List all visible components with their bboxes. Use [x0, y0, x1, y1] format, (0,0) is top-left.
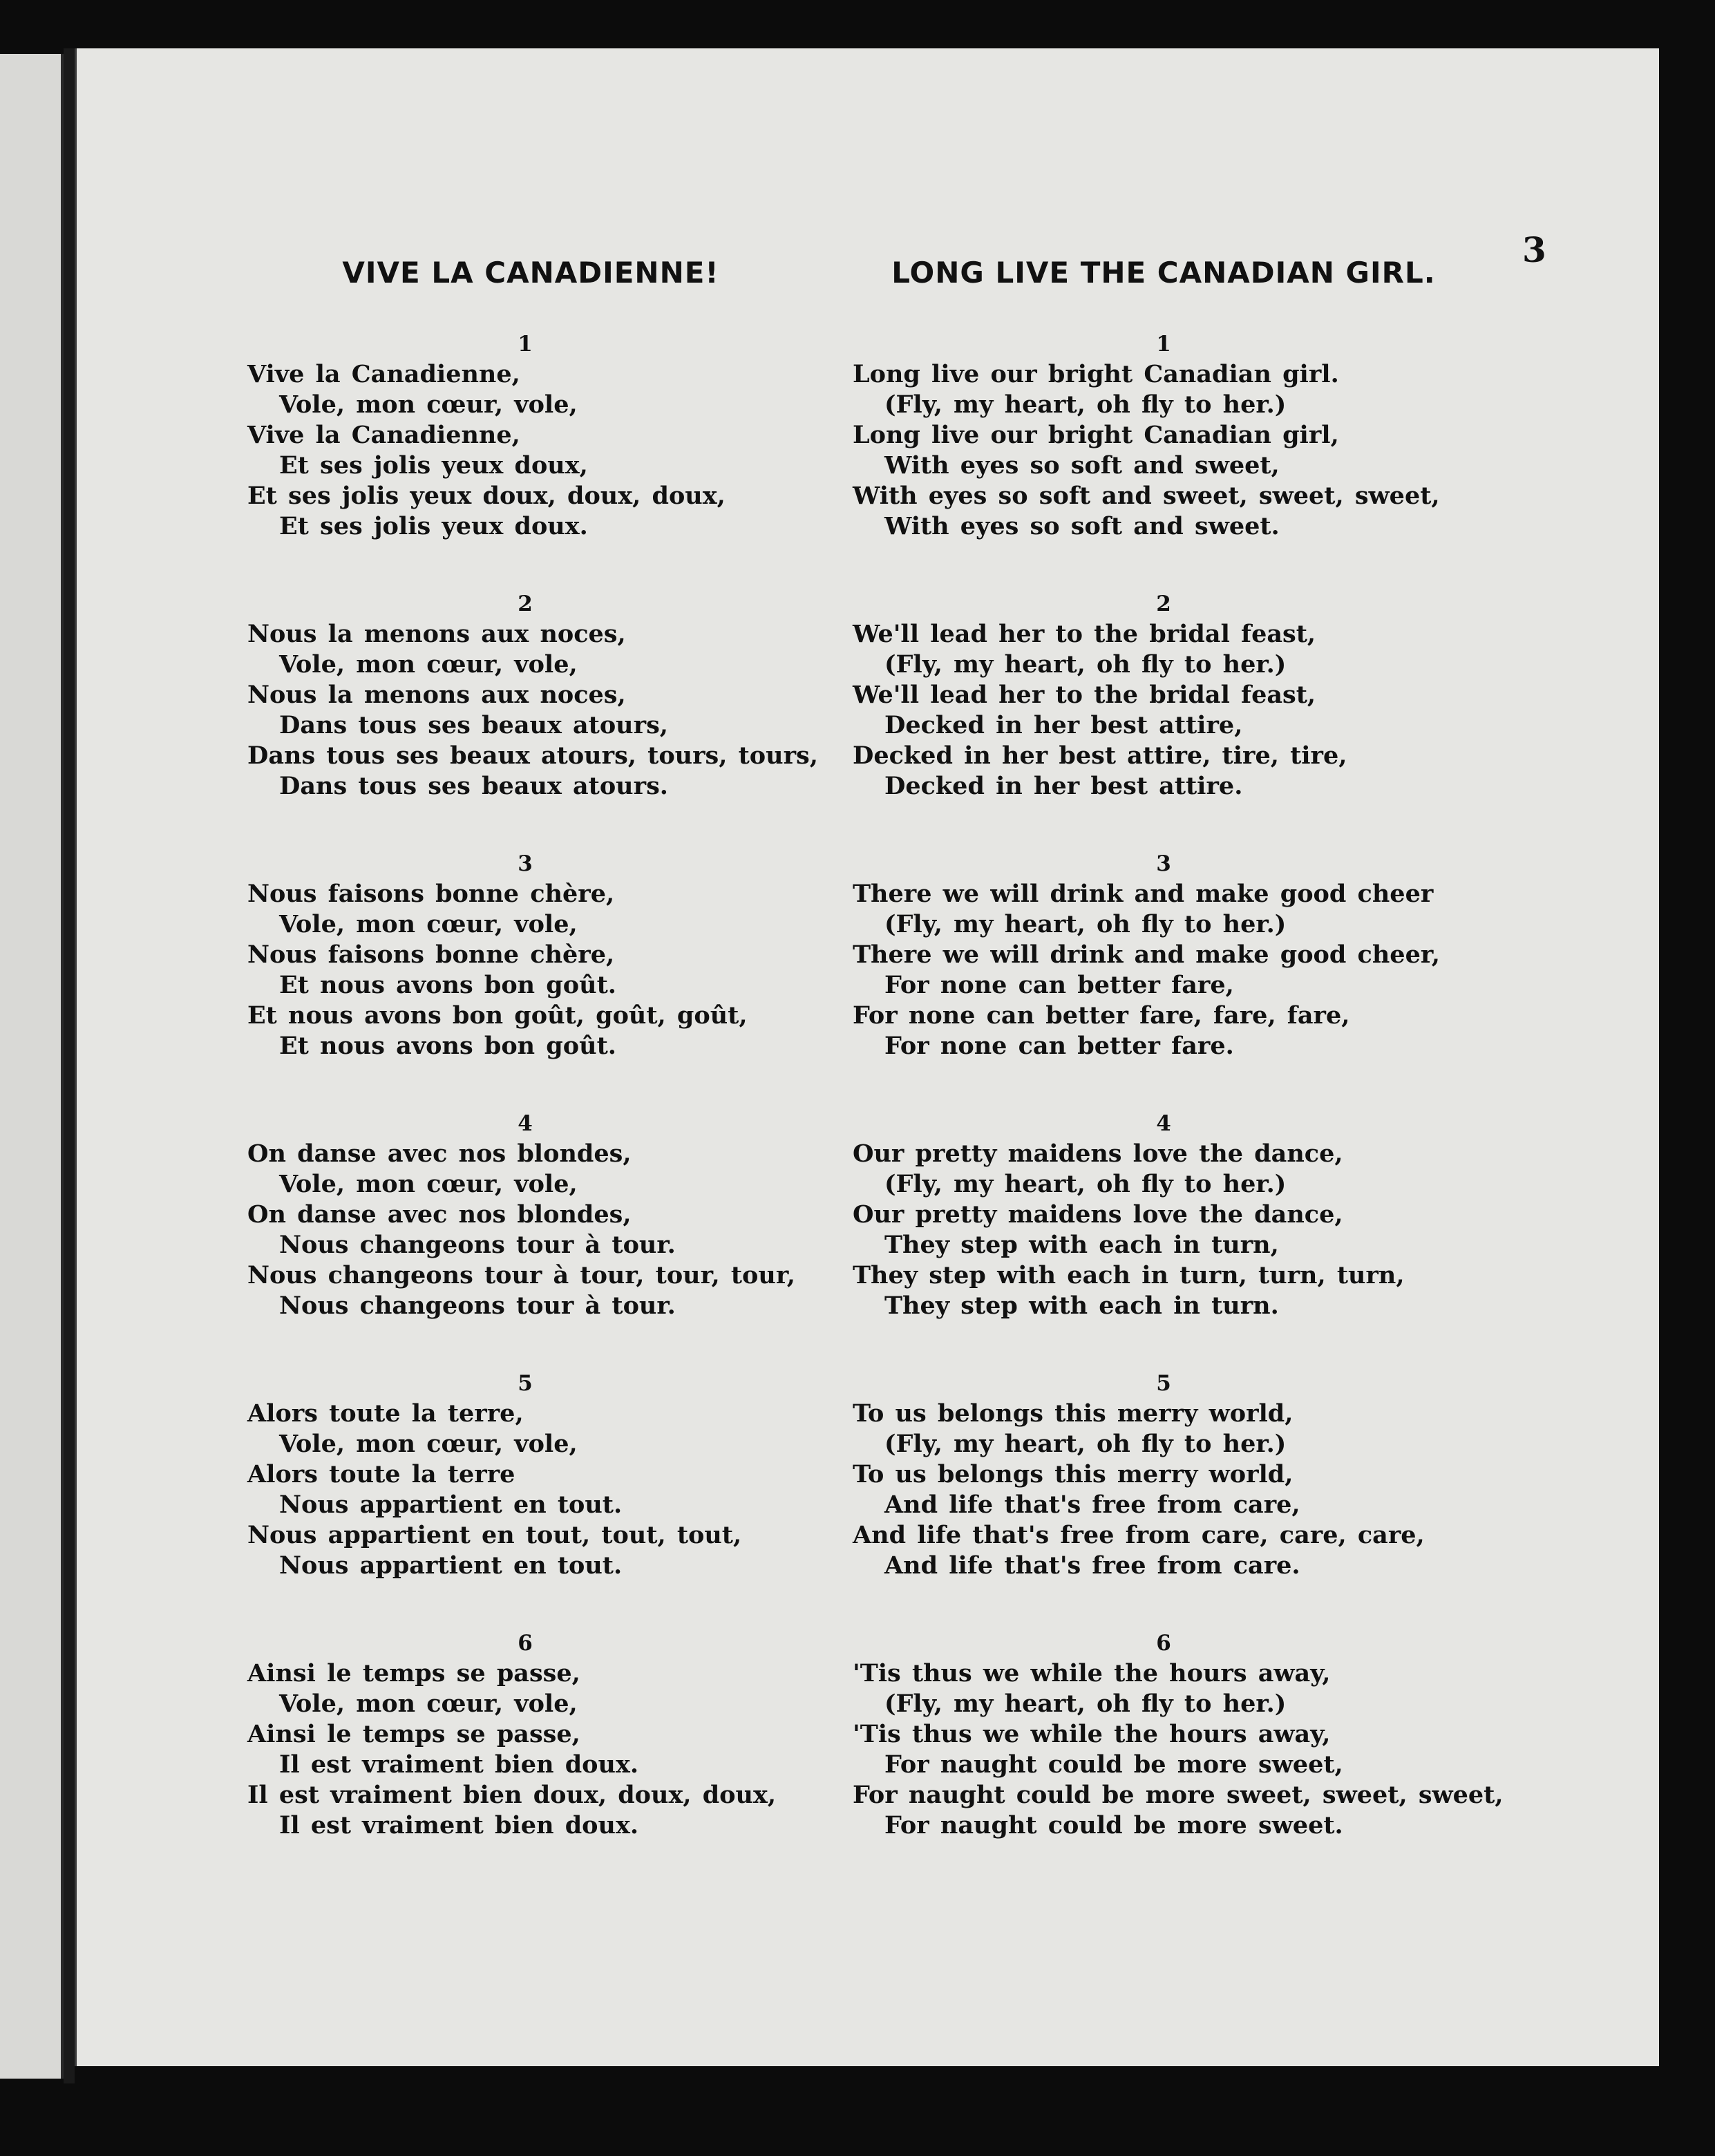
verse-line: With eyes so soft and sweet, sweet, sweet, [853, 482, 1440, 510]
french-verses [247, 332, 849, 1891]
french-verse [247, 332, 849, 592]
french-verse [247, 1371, 849, 1631]
verse-line: Ainsi le temps se passe, [247, 1720, 580, 1748]
verse-line: They step with each in turn. [884, 1292, 1279, 1320]
verse-line: Decked in her best attire, [884, 711, 1243, 739]
verse-line: Vole, mon cœur, vole, [279, 1170, 578, 1198]
verse-line: Nous la menons aux noces, [247, 681, 626, 709]
english-verse [853, 332, 1475, 592]
verse-line: (Fly, my heart, oh fly to her.) [884, 650, 1287, 679]
verse-line: For none can better fare, fare, fare, [853, 1001, 1350, 1030]
verse-line: Our pretty maidens love the dance, [853, 1200, 1343, 1229]
verse-line: There we will drink and make good cheer, [853, 940, 1440, 969]
verse-line: Nous faisons bonne chère, [247, 880, 615, 908]
french-verse [247, 592, 849, 851]
verse-line: Nous appartient en tout. [279, 1551, 623, 1580]
verse-line: They step with each in turn, turn, turn, [853, 1261, 1405, 1289]
verse-line: Dans tous ses beaux atours, [279, 711, 668, 739]
verse-line: Vole, mon cœur, vole, [279, 1690, 578, 1718]
verse-line: Dans tous ses beaux atours. [279, 772, 668, 800]
verse-line: 'Tis thus we while the hours away, [853, 1659, 1331, 1687]
verse-line: Vive la Canadienne, [247, 421, 520, 449]
verse-line: Nous changeons tour à tour. [279, 1231, 676, 1259]
verse-line: Decked in her best attire, tire, tire, [853, 741, 1347, 770]
verse-line: On danse avec nos blondes, [247, 1140, 632, 1168]
verse-line: For none can better fare. [884, 1032, 1234, 1060]
binding-gutter [64, 48, 75, 2083]
verse-line: For naught could be more sweet. [884, 1811, 1343, 1840]
verse-line: We'll lead her to the bridal feast, [853, 681, 1316, 709]
verse-line: For none can better fare, [884, 971, 1234, 999]
verse-line: With eyes so soft and sweet. [884, 512, 1280, 540]
verse-line: To us belongs this merry world, [853, 1460, 1294, 1488]
verse-line: For naught could be more sweet, [884, 1750, 1343, 1779]
verse-line: Long live our bright Canadian girl. [853, 360, 1339, 388]
verse-line: Nous appartient en tout, tout, tout, [247, 1521, 742, 1549]
verse-line: (Fly, my heart, oh fly to her.) [884, 910, 1287, 938]
verse-line: Il est vraiment bien doux. [279, 1811, 639, 1840]
verse-line: To us belongs this merry world, [853, 1399, 1294, 1428]
verse-line: Alors toute la terre, [247, 1399, 524, 1428]
english-verse [853, 1111, 1475, 1371]
verse-line: Vole, mon cœur, vole, [279, 910, 578, 938]
english-lyrics-column [853, 249, 1504, 1891]
facing-page-edge [0, 54, 64, 2079]
verse-line: Et ses jolis yeux doux, doux, doux, [247, 482, 726, 510]
english-verses [853, 332, 1504, 1891]
verse-line: Vole, mon cœur, vole, [279, 650, 578, 679]
verse-line: There we will drink and make good cheer [853, 880, 1434, 908]
verse-line: Nous appartient en tout. [279, 1491, 623, 1519]
verse-line: They step with each in turn, [884, 1231, 1279, 1259]
verse-line: And life that's free from care. [884, 1551, 1300, 1580]
verse-line: Long live our bright Canadian girl, [853, 421, 1339, 449]
english-verse [853, 1371, 1475, 1631]
verse-line: Il est vraiment bien doux, doux, doux, [247, 1781, 777, 1809]
verse-line: And life that's free from care, [884, 1491, 1300, 1519]
verse-number: 4 [1156, 1111, 1171, 1136]
verse-line: And life that's free from care, care, care, [853, 1521, 1425, 1549]
verse-line: Vive la Canadienne, [247, 360, 520, 388]
verse-line: (Fly, my heart, oh fly to her.) [884, 1690, 1287, 1718]
verse-line: On danse avec nos blondes, [247, 1200, 632, 1229]
verse-line: (Fly, my heart, oh fly to her.) [884, 1430, 1287, 1458]
verse-number: 4 [518, 1111, 533, 1136]
verse-number: 1 [1156, 332, 1171, 357]
verse-number: 5 [1156, 1371, 1171, 1396]
verse-line: With eyes so soft and sweet, [884, 451, 1280, 480]
verse-number: 5 [518, 1371, 533, 1396]
verse-line: Et nous avons bon goût. [279, 971, 616, 999]
verse-line: Et ses jolis yeux doux, [279, 451, 588, 480]
verse-line: Nous changeons tour à tour, tour, tour, [247, 1261, 795, 1289]
french-lyrics-column [247, 249, 849, 1891]
verse-line: Decked in her best attire. [884, 772, 1243, 800]
verse-line: Nous faisons bonne chère, [247, 940, 615, 969]
english-song-title: LONG LIVE THE CANADIAN GIRL. [891, 256, 1436, 290]
verse-line: Vole, mon cœur, vole, [279, 390, 578, 419]
verse-line: Alors toute la terre [247, 1460, 515, 1488]
french-verse [247, 1111, 849, 1371]
verse-line: For naught could be more sweet, sweet, sweet, [853, 1781, 1504, 1809]
english-verse [853, 851, 1475, 1111]
verse-number: 6 [518, 1631, 533, 1656]
verse-number: 2 [1156, 592, 1171, 616]
verse-line: Our pretty maidens love the dance, [853, 1140, 1343, 1168]
english-verse [853, 1631, 1504, 1891]
french-verse [247, 851, 849, 1111]
verse-number: 6 [1156, 1631, 1171, 1656]
verse-line: Nous changeons tour à tour. [279, 1292, 676, 1320]
verse-number: 2 [518, 592, 533, 616]
page-number: 3 [1522, 229, 1546, 270]
verse-line: (Fly, my heart, oh fly to her.) [884, 1170, 1287, 1198]
french-verse [247, 1631, 849, 1891]
verse-line: Et ses jolis yeux doux. [279, 512, 588, 540]
verse-line: Dans tous ses beaux atours, tours, tours, [247, 741, 818, 770]
verse-line: Et nous avons bon goût, goût, goût, [247, 1001, 748, 1030]
verse-line: Et nous avons bon goût. [279, 1032, 616, 1060]
english-verse [853, 592, 1475, 851]
verse-number: 3 [518, 851, 533, 876]
verse-line: Vole, mon cœur, vole, [279, 1430, 578, 1458]
verse-line: Il est vraiment bien doux. [279, 1750, 639, 1779]
verse-line: We'll lead her to the bridal feast, [853, 620, 1316, 648]
verse-number: 1 [518, 332, 533, 357]
verse-line: Nous la menons aux noces, [247, 620, 626, 648]
french-song-title: VIVE LA CANADIENNE! [342, 256, 719, 290]
verse-line: (Fly, my heart, oh fly to her.) [884, 390, 1287, 419]
verse-number: 3 [1156, 851, 1171, 876]
verse-line: Ainsi le temps se passe, [247, 1659, 580, 1687]
verse-line: 'Tis thus we while the hours away, [853, 1720, 1331, 1748]
